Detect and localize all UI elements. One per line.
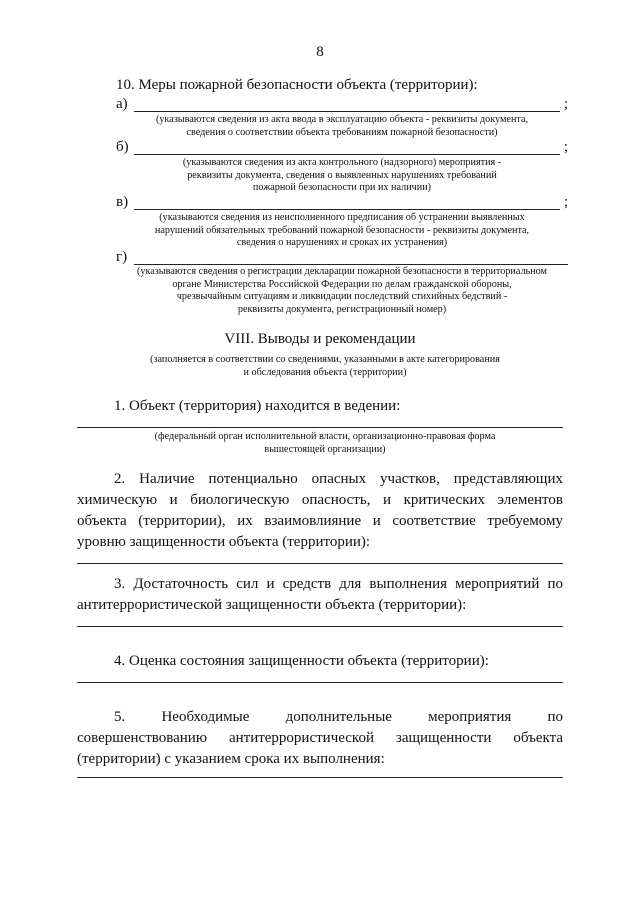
note-line: реквизиты документа, регистрационный номер) [237,303,447,315]
page-number: 8 [316,44,324,60]
fill-line-v [134,209,560,210]
fill-row-g [116,249,568,267]
note-a [116,114,568,139]
note-g [116,266,568,316]
conclusion-1-text: 1. Объект (территория) находится в ведении: [114,398,401,414]
fill-row-b [116,139,568,157]
item-label-v: в) [116,194,129,210]
note-line: (указываются сведения из акта контрольного (надзорного) мероприятия - [182,157,502,168]
section-10-title: 10. Меры пожарной безопасности объекта (территории): [116,77,478,93]
note-line: нарушений обязательных требований пожарной безопасности - реквизиты документа, [154,224,530,236]
note-line: сведения о соответствии объекта требованиям пожарной безопасности) [186,126,498,138]
fill-line-g [134,264,568,265]
fill-line-conclusion-1 [77,427,563,428]
note-line: органе Министерства Российской Федерации по делам гражданской обороны, [172,278,512,290]
note-line: (указываются сведения из неисполненного предписания об устранении выявленных [159,212,525,223]
note-line: сведения о нарушениях и сроках их устранения) [236,237,448,249]
item-end-a: ; [563,96,568,112]
fill-row-a [116,96,568,114]
note-line: реквизиты документа, сведения о выявленных нарушениях требований [187,169,497,181]
note-line: вышестоящей организации) [264,443,386,455]
fill-line-conclusion-5 [77,777,563,778]
item-label-g: г) [116,249,128,265]
item-end-v: ; [563,194,568,210]
item-label-b: б) [116,139,129,155]
note-v [116,212,568,250]
note-line: (заполняется в соответствии со сведениями, указанными в акте категорирования [150,354,500,365]
fill-line-b [134,154,560,155]
note-line: чрезвычайным ситуациям и ликвидации последствий стихийных бедствий - [176,291,508,303]
section-8-heading: VIII. Выводы и рекомендации [224,331,416,347]
note-b [116,157,568,195]
item-label-a: а) [116,96,128,112]
note-line: (указываются сведения из акта ввода в эксплуатацию объекта - реквизиты документа, [155,114,529,125]
conclusion-5-text: 5. Необходимые дополнительные мероприятия по совершенствованию антитеррористической защищенности объекта (территории) с указанием срока их выполнения: [77,709,563,767]
conclusion-3-text: 3. Достаточность сил и средств для выполнения мероприятий по антитеррористической защищенности объекта (территории): [77,576,563,613]
conclusion-4-text: 4. Оценка состояния защищенности объекта (территории): [114,653,489,669]
fill-line-conclusion-4 [77,682,563,683]
section-8-note [80,354,570,379]
fill-line-conclusion-3 [77,626,563,627]
conclusion-2-text: 2. Наличие потенциально опасных участков, представляющих химическую и биологическую опасность, и критических элементов объекта (территории), их взаимовлияние и соответствие требуемому уровню защищенности объекта (территории): [77,471,563,550]
item-end-b: ; [563,139,568,155]
fill-row-v [116,194,568,212]
conclusion-1-note [80,431,570,456]
note-line: пожарной безопасности при их наличии) [252,182,432,194]
note-line: (федеральный орган исполнительной власти, организационно-правовая форма [154,431,496,442]
fill-line-conclusion-2 [77,563,563,564]
note-line: (указываются сведения о регистрации декларации пожарной безопасности в территориальном [136,266,548,277]
note-line: и обследования объекта (территории) [243,366,407,378]
fill-line-a [134,111,560,112]
